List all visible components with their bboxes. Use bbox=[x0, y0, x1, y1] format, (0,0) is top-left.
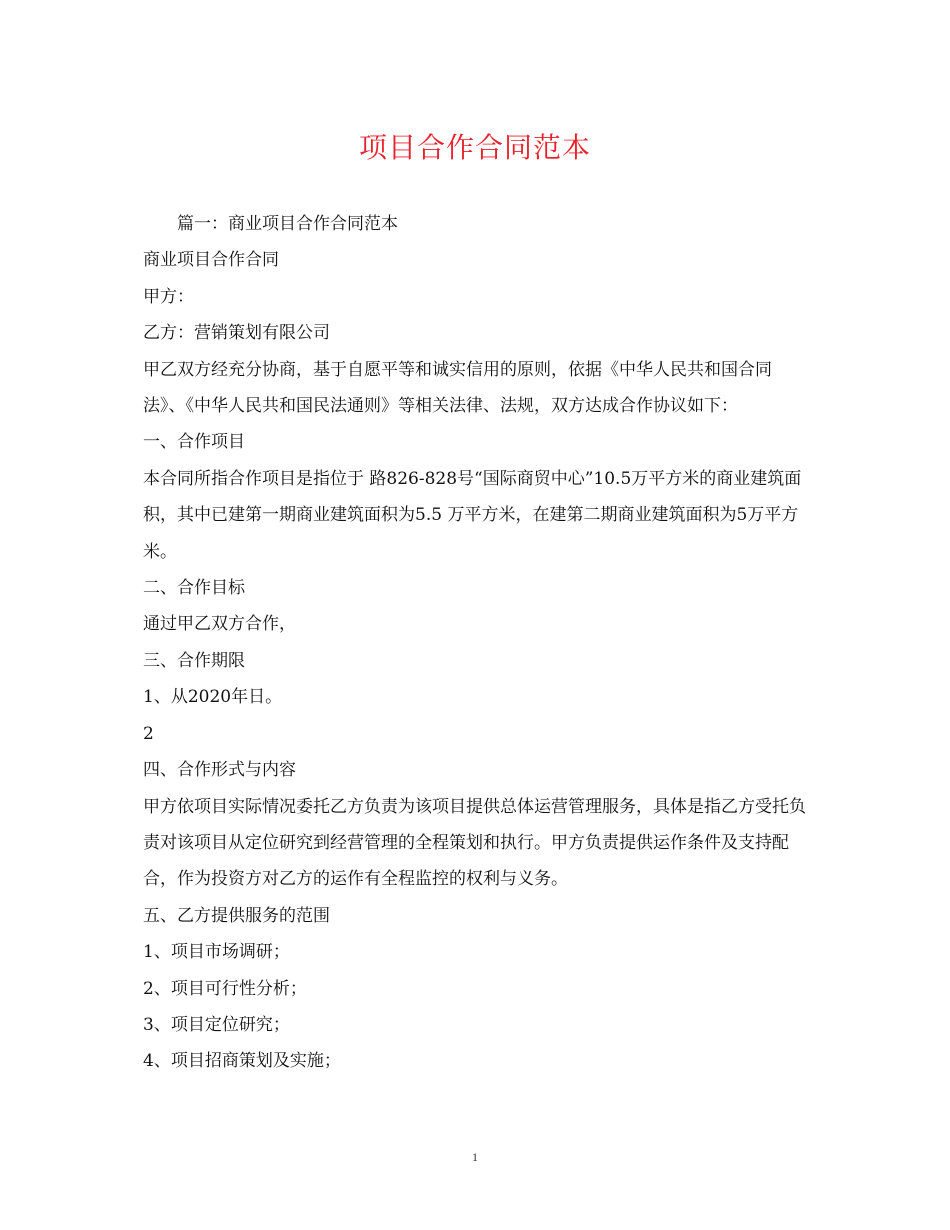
clause-heading: 二、合作目标 bbox=[143, 578, 245, 599]
body-paragraph: 甲方依项目实际情况委托乙方负责为该项目提供总体运营管理服务，具体是指乙方受托负责对该项目从定位研究到经营管理的全程策划和执行。甲方负责提供运作条件及支持配合，作为投资方对乙方的运作有全程监控的权利与义务。 bbox=[143, 796, 806, 890]
list-item: 2 bbox=[143, 723, 154, 744]
body-paragraph: 通过甲乙双方合作， bbox=[143, 614, 296, 635]
section-heading: 篇一：商业项目合作合同范本 bbox=[177, 214, 398, 234]
page-number: 1 bbox=[472, 1150, 478, 1164]
clause-heading: 四、合作形式与内容 bbox=[143, 760, 296, 781]
document-body bbox=[143, 206, 808, 1080]
list-item: 4、项目招商策划及实施； bbox=[143, 1051, 341, 1072]
clause-heading: 一、合作项目 bbox=[143, 432, 245, 453]
list-item: 1、从2020年日。 bbox=[143, 687, 283, 708]
contract-name: 商业项目合作合同 bbox=[143, 250, 279, 271]
list-item: 3、项目定位研究； bbox=[143, 1014, 290, 1035]
clause-heading: 五、乙方提供服务的范围 bbox=[143, 905, 330, 926]
party-b-line: 乙方：营销策划有限公司 bbox=[143, 323, 330, 344]
clause-heading: 三、合作期限 bbox=[143, 650, 245, 671]
body-paragraph: 本合同所指合作项目是指位于 路826-828号“国际商贸中心”10.5万平方米的商业建筑面积，其中已建第一期商业建筑面积为5.5 万平方米，在建第二期商业建筑面积为5万平方米。 bbox=[143, 468, 802, 562]
list-item: 2、项目可行性分析； bbox=[143, 978, 307, 999]
document-title: 项目合作合同范本 bbox=[358, 131, 591, 164]
list-item: 1、项目市场调研； bbox=[143, 942, 290, 963]
party-a-line: 甲方： bbox=[143, 286, 194, 307]
preamble-paragraph: 甲乙双方经充分协商，基于自愿平等和诚实信用的原则，依据《中华人民共和国合同法》、《中华人民共和国民法通则》等相关法律、法规，双方达成合作协议如下： bbox=[143, 359, 772, 417]
